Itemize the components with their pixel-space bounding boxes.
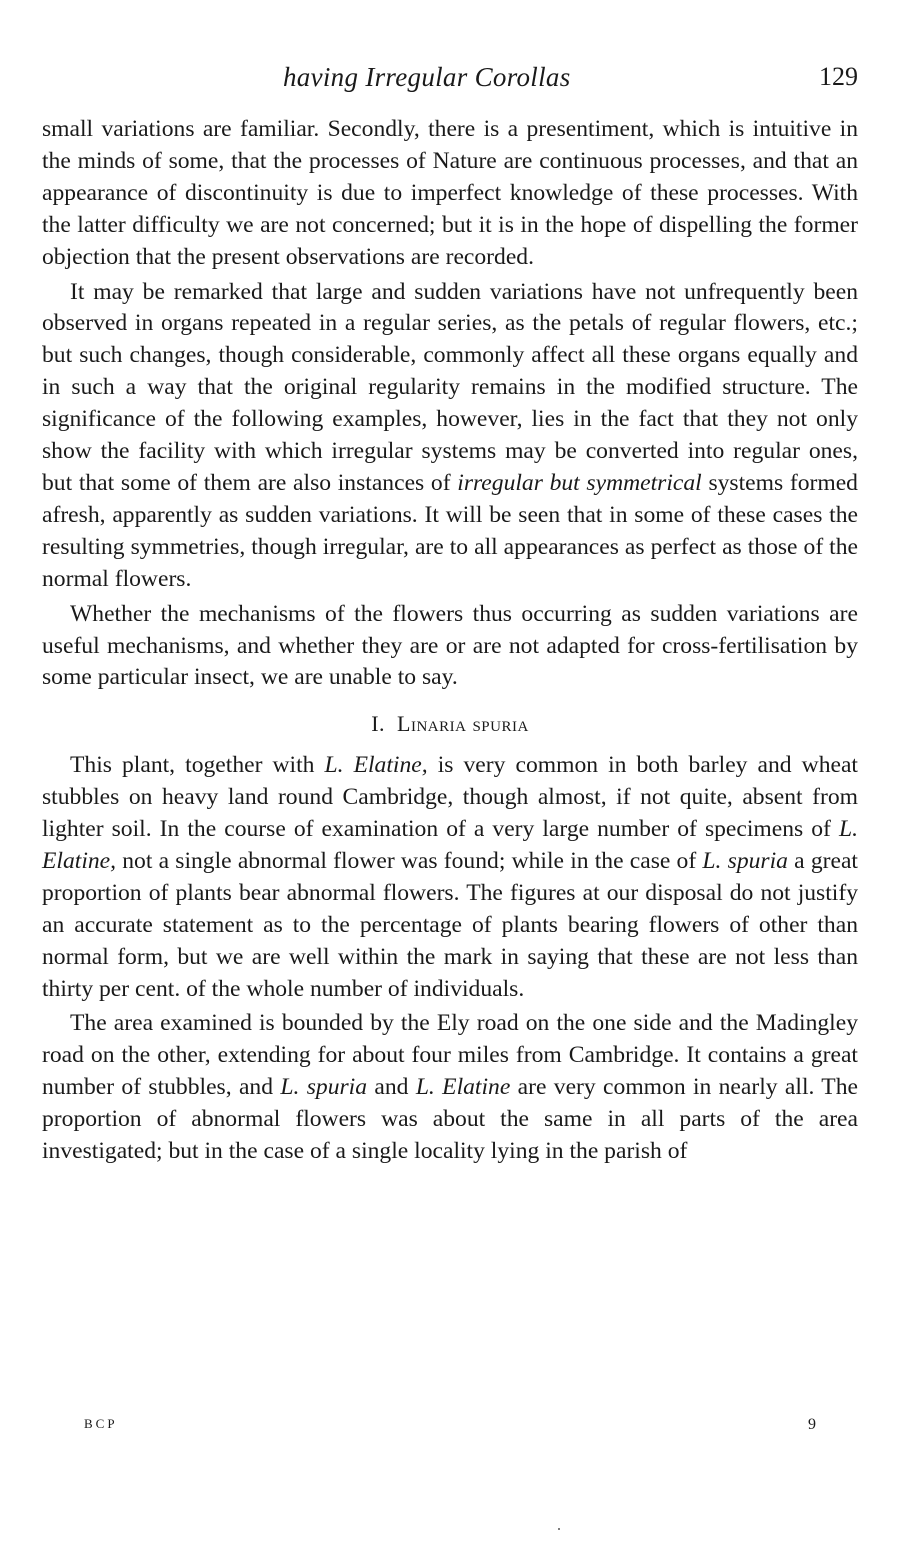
species-name: L. Elatine, <box>42 816 858 874</box>
paragraph-text: and <box>374 1074 409 1101</box>
section-title: Linaria spuria <box>397 711 529 737</box>
running-head <box>0 62 900 102</box>
paragraph-text: This plant, together with <box>70 752 315 779</box>
species-name: L. spuria <box>702 847 788 874</box>
paragraph-text: It may be remarked that large and sudden variations have not unfrequently been observed in organs repeated in a regular series, as the petals of regular flowers, etc.; but such changes, though considerable, commonly affect all these organs equally and in such a way that the original regularity remains in the modified structure. The significance of the following examples, however, lies in the fact that they not only show the facility with which irregular systems may be converted into regular ones, but that some of them are also instances of <box>42 278 858 496</box>
paragraph <box>42 277 858 596</box>
scan-speck <box>558 1528 560 1530</box>
paragraph <box>42 750 858 1005</box>
paragraph: small variations are familiar. Secondly, there is a presentiment, which is intuitive in the minds of some, that the processes of Nature are continuous processes, and that an appearance of discontinuity is due to imperfect knowledge of these processes. With the latter difficulty we are not concerned; but it is in the hope of dispelling the former objection that the present observations are recorded. <box>42 116 858 270</box>
paragraph-text: The area examined is bounded by the Ely road on the one side and the Madingley road on the other, extending for about four miles from Cambridge. It contains a great number of stubbles, and <box>42 1010 858 1101</box>
running-title: having Irregular Corollas <box>283 62 571 92</box>
species-name: L. Elatine, <box>324 752 428 779</box>
paragraph-text: systems formed afresh, apparently as sudden variations. It will be seen that in some of these cases the resulting symmetries, though irregular, are to all appearances as perfect as those of the normal flowers. <box>42 469 858 592</box>
page-body <box>42 114 858 1168</box>
section-heading <box>42 708 858 740</box>
species-name: L. spuria <box>280 1074 368 1101</box>
page-number: 129 <box>819 62 858 91</box>
section-numeral: I. <box>371 711 386 737</box>
paragraph-text: a great proportion of plants bear abnormal flowers. The figures at our disposal do not justify an accurate statement as to the percentage of plants bearing flowers of other than normal form, but we are well within the mark in saying that these are not less than thirty per cent. of the whole number of individuals. <box>42 847 858 1002</box>
paragraph-text: not a single abnormal flower was found; while in the case of <box>122 847 697 874</box>
paragraph: Whether the mechanisms of the flowers thus occurring as sudden variations are useful mechanisms, and whether they are or are not adapted for cross-fertilisation by some particular insect, we are unable to say. <box>42 600 858 691</box>
signature-number: 9 <box>808 1416 816 1433</box>
paragraph-text: is very common in both barley and wheat stubbles on heavy land round Cambridge, though almost, if not quite, absent from lighter soil. In the course of examination of a very large number of specimens of <box>42 752 858 843</box>
italic-phrase: irregular but symmetrical <box>457 469 702 496</box>
paragraph <box>42 1008 858 1168</box>
species-name: L. Elatine <box>415 1074 511 1101</box>
signature-mark: BCP <box>84 1416 118 1431</box>
paragraph-text: are very common in nearly all. The proportion of abnormal flowers was about the same in all parts of the area investigated; but in the case of a single locality lying in the parish of <box>42 1074 858 1165</box>
